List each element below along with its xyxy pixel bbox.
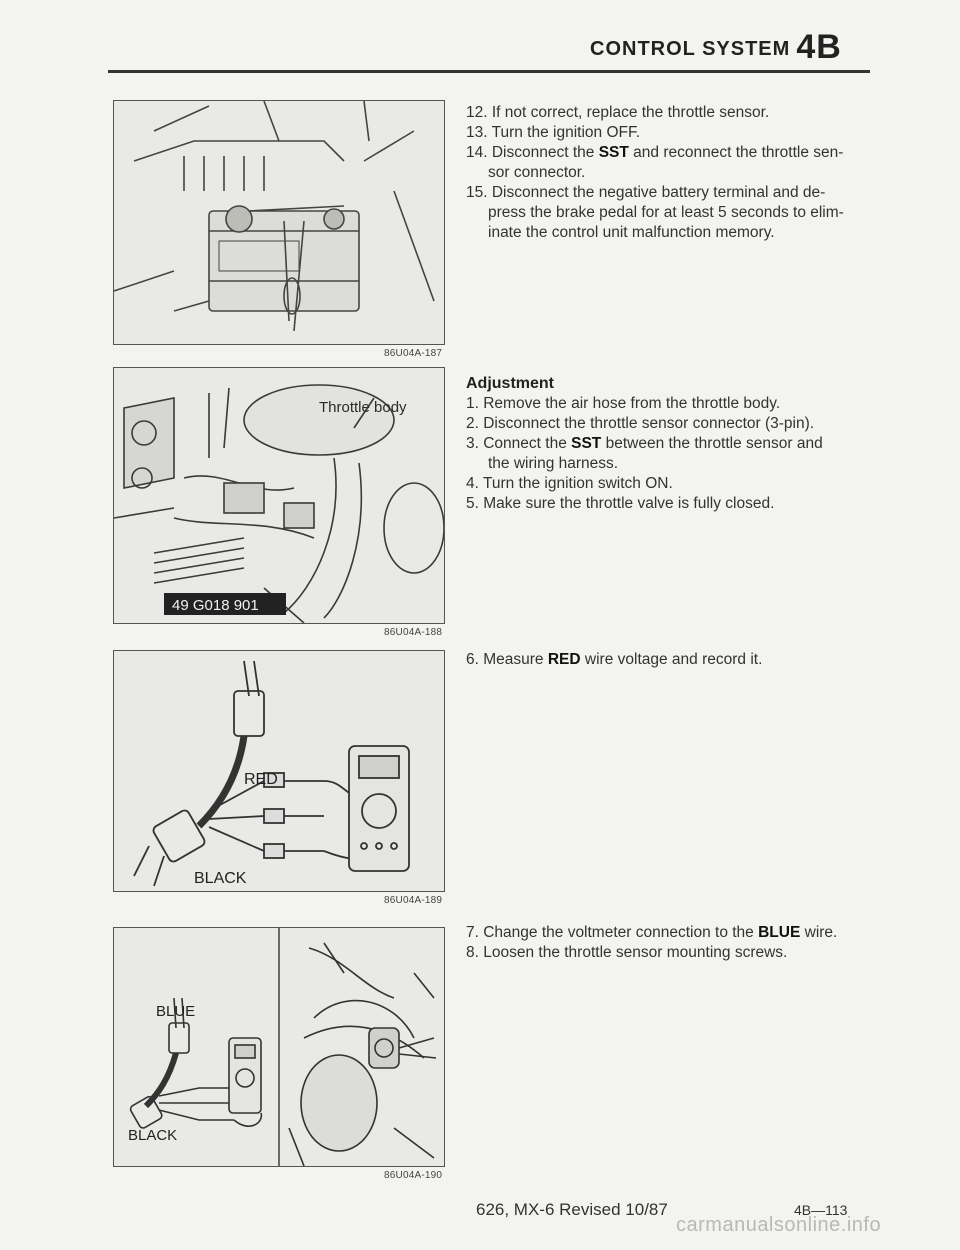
adjust-step-1: 1. Remove the air hose from the throttle body. <box>466 395 781 412</box>
step-14 <box>466 143 876 163</box>
step-15-line-3: inate the control unit malfunction memory. <box>488 224 775 241</box>
adjustment-heading: Adjustment <box>466 375 554 392</box>
figure-battery <box>113 100 445 345</box>
figure-caption: 86U04A-188 <box>384 627 443 638</box>
black-wire-label: BLACK <box>128 1127 178 1144</box>
voltmeter-red-illustration <box>114 651 444 891</box>
adjust-step-2: 2. Disconnect the throttle sensor connector (3-pin). <box>466 415 815 432</box>
watermark: carmanualsonline.info <box>676 1214 882 1236</box>
adjustment-section <box>466 374 876 514</box>
adjust-step-3-text: 3. Connect the <box>466 435 572 452</box>
step-6 <box>466 650 876 670</box>
red-term: RED <box>547 651 581 668</box>
page-header <box>590 28 890 67</box>
page-number: 4B—113 <box>794 1202 848 1218</box>
throttle-body-illustration <box>114 368 444 623</box>
voltmeter-blue-illustration <box>114 928 444 1166</box>
step-6-block <box>466 650 876 670</box>
blue-term: BLUE <box>758 924 801 941</box>
battery-illustration <box>114 101 444 344</box>
throttle-body-label: Throttle body <box>319 399 407 416</box>
step-7-text: 7. Change the voltmeter connection to the <box>466 924 759 941</box>
step-13: 13. Turn the ignition OFF. <box>466 124 641 141</box>
step-14-continued: sor connector. <box>488 164 586 181</box>
adjust-step-3 <box>466 434 876 454</box>
steps-12-15 <box>466 103 876 243</box>
header-title: CONTROL SYSTEM <box>590 38 791 60</box>
adjust-step-5: 5. Make sure the throttle valve is fully closed. <box>466 495 775 512</box>
steps-7-8 <box>466 923 876 963</box>
step-14-text: 14. Disconnect the <box>466 144 599 161</box>
figure-red-wire-measure <box>113 650 445 892</box>
section-number: 4B <box>796 28 842 66</box>
step-7 <box>466 923 876 943</box>
step-15-line-1: 15. Disconnect the negative battery terminal and de- <box>466 184 826 201</box>
adjust-step-3-continued: the wiring harness. <box>488 455 619 472</box>
red-wire-label: RED <box>244 771 278 788</box>
step-6-text: wire voltage and record it. <box>580 651 763 668</box>
footer-model: 626, MX-6 Revised 10/87 <box>476 1200 668 1219</box>
step-6-text: 6. Measure <box>466 651 548 668</box>
step-14-text: and reconnect the throttle sen- <box>628 144 844 161</box>
figure-blue-wire-measure <box>113 927 445 1167</box>
figure-caption: 86U04A-190 <box>384 1170 443 1181</box>
black-wire-label: BLACK <box>194 870 247 887</box>
adjust-step-4: 4. Turn the ignition switch ON. <box>466 475 673 492</box>
figure-caption: 86U04A-187 <box>384 348 443 359</box>
step-8: 8. Loosen the throttle sensor mounting screws. <box>466 944 788 961</box>
sst-term: SST <box>598 144 629 161</box>
header-rule <box>108 70 870 73</box>
figure-throttle-body <box>113 367 445 624</box>
adjust-step-3-text: between the throttle sensor and <box>601 435 823 452</box>
step-15-line-2: press the brake pedal for at least 5 seconds to elim- <box>488 204 844 221</box>
step-12: 12. If not correct, replace the throttle sensor. <box>466 104 770 121</box>
figure-caption: 86U04A-189 <box>384 895 443 906</box>
sst-part-number: 49 G018 901 <box>172 597 259 614</box>
step-7-text: wire. <box>800 924 838 941</box>
sst-term: SST <box>571 435 602 452</box>
blue-wire-label: BLUE <box>156 1003 196 1020</box>
